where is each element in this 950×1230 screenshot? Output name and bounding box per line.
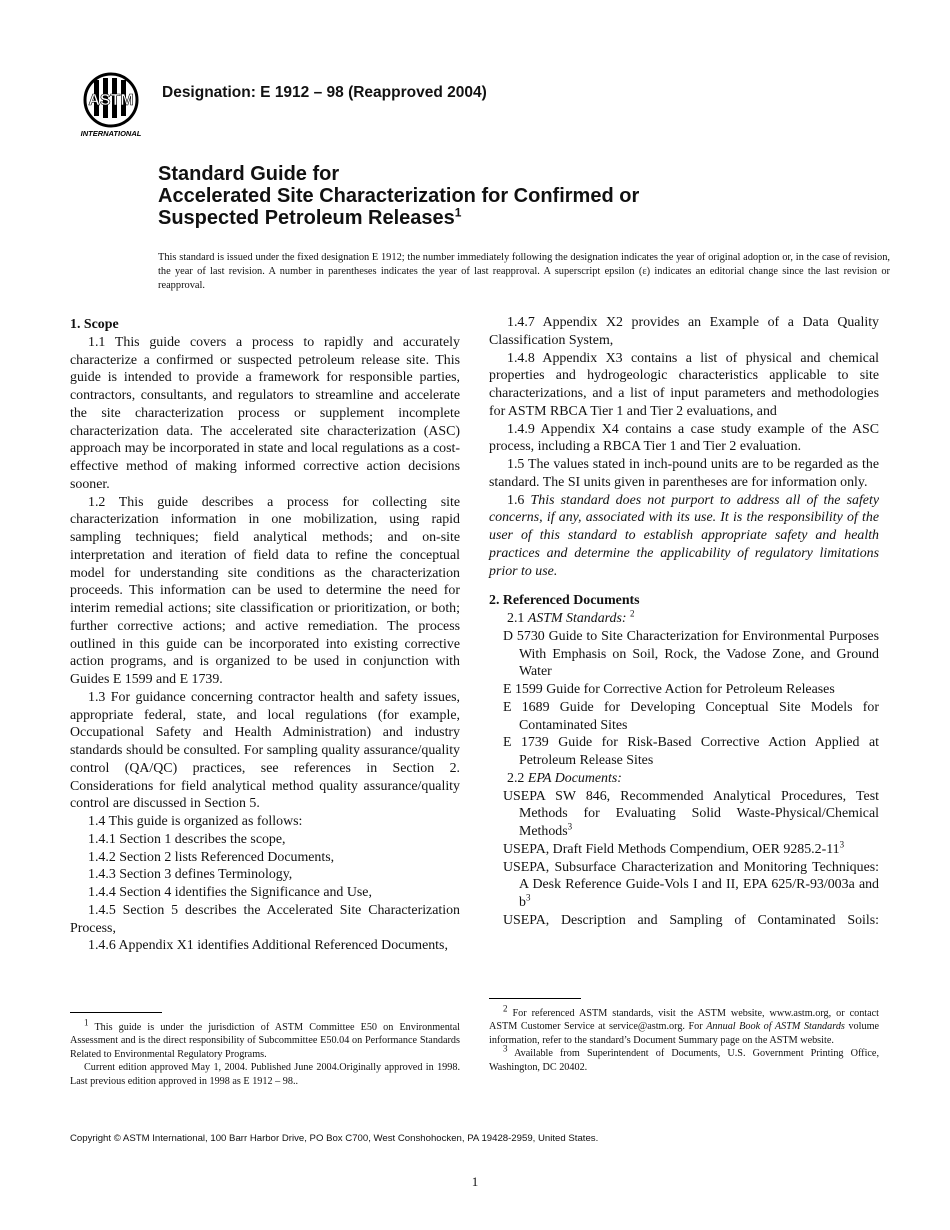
para-1-4-6: 1.4.6 Appendix X1 identifies Additional Referenced Documents, (88, 938, 448, 954)
para-2-1-number: 2.1 (507, 611, 525, 626)
para-2-2-label: EPA Documents: (527, 770, 622, 786)
document-title (158, 163, 898, 229)
para-1-6 (489, 492, 879, 581)
logo-text: ASTM (88, 92, 134, 109)
ref-e1599: E 1599 Guide for Corrective Action for Petroleum Releases (503, 682, 835, 697)
ref-sw846-text: USEPA SW 846, Recommended Analytical Procedures, Test Methods for Evaluating Solid Waste-Physical/Chemical Methods (503, 788, 879, 839)
footnote-3-text: Available from Superintendent of Documents, U.S. Government Printing Office, Washington, DC 20402. (489, 1048, 879, 1073)
footnote-2 (489, 1003, 880, 1047)
para-1-4-4: 1.4.4 Section 4 identifies the Significance and Use, (88, 885, 372, 900)
title-footnote-mark: 1 (454, 205, 462, 220)
para-1-4-7: 1.4.7 Appendix X2 provides an Example of a Data Quality Classification System, (489, 315, 879, 348)
footnote-2-italic: Annual Book of ASTM Standards (706, 1021, 845, 1033)
ref-field-methods-text: USEPA, Draft Field Methods Compendium, OER 9285.2-11 (503, 841, 840, 857)
footnote-1-mark: 1 (84, 1017, 89, 1028)
ref-e1739: E 1739 Guide for Risk-Based Corrective Action Applied at Petroleum Release Sites (503, 735, 879, 768)
para-1-5: 1.5 The values stated in inch-pound units are to be regarded as the standard. The SI units given in parentheses are for information only. (489, 457, 879, 490)
para-2-2-number: 2.2 (507, 770, 525, 786)
footnotes-left (70, 1017, 460, 1088)
footnote-3-mark: 3 (503, 1043, 508, 1054)
para-1-1: 1.1 This guide covers a process to rapidly and accurately characterize a confirmed or suspected petroleum release site. This guide is intended to provide a framework for responsible parties, contractors, consultants, and regulators to streamline and accelerate the site characterization process or supplement incomplete characterization data. The accelerated site characterization (ASC) approach may be incorporated in state and local regulations as a cost-effective method of making informed corrective action decisions sooner. (70, 334, 460, 492)
para-2-1-footnote-mark: 2 (630, 608, 635, 619)
para-1-2: 1.2 This guide describes a process for collecting site characterization information in one mobilization, using rapid sampling techniques; field analytical methods; and on-site interpretation and iteration of field data to refine the conceptual model for understanding site conditions as the characterization proceeds. This information can be used to determine the need for interim remedial actions; site classification or prioritization, or both; further corrective actions; and active remediation. The process outlined in this guide can be incorporated into existing corrective action programs, and is organized to be used in conjunction with Guides E 1599 and E 1739. (70, 494, 460, 687)
title-line-3: Suspected Petroleum Releases (158, 207, 455, 229)
footnote-2-mark: 2 (503, 1003, 508, 1014)
right-column (489, 314, 879, 930)
copyright-line: Copyright © ASTM International, 100 Barr Harbor Drive, PO Box C700, West Conshohocken, PA 19428-2959, United States. (70, 1133, 599, 1144)
para-1-6-number: 1.6 (507, 492, 525, 508)
para-2-2 (489, 770, 879, 788)
title-line-2: Accelerated Site Characterization for Confirmed or (158, 185, 640, 207)
section-2-heading: 2. Referenced Documents (489, 593, 640, 609)
para-1-4-2: 1.4.2 Section 2 lists Referenced Documents, (88, 849, 335, 865)
ref-d5730: D 5730 Guide to Site Characterization for Environmental Purposes With Emphasis on Soil, Rock, the Vadose Zone, and Ground Water (503, 628, 879, 680)
footnote-rule-left (70, 1012, 162, 1013)
para-2-1 (489, 610, 879, 628)
ref-contaminated-soils: USEPA, Description and Sampling of Contaminated Soils: (503, 912, 879, 928)
para-2-1-label: ASTM Standards: (527, 611, 627, 626)
ref-subsurface-text: USEPA, Subsurface Characterization and Monitoring Techniques: A Desk Reference Guide-Vols I and II, EPA 625/R-93/003a and b (503, 859, 879, 910)
title-line-1: Standard Guide for (158, 163, 340, 185)
para-1-3: 1.3 For guidance concerning contractor health and safety issues, appropriate federal, state, and local regulations (for example, Occupational Safety and Health Administration) and industry standards should be consulted. For sampling quality assurance/quality control (QA/QC) practices, see references in Section 2. Considerations for field analytical method quality assurance/quality control are discussed in Section 5. (70, 689, 460, 812)
para-1-4-8: 1.4.8 Appendix X3 contains a list of physical and chemical properties and hydrogeologic characteristics applicable to site characterizations, and a list of input parameters and methodologies for ASTM RBCA Tier 1 and Tier 2 evaluations, and (489, 350, 879, 419)
footnote-1-edition: Current edition approved May 1, 2004. Published June 2004.Originally approved in 1998. Last previous edition approved in 1998 as E 1912 – 98.. (70, 1062, 460, 1087)
issuance-notice: This standard is issued under the fixed designation E 1912; the number immediately following the designation indicates the year of original adoption or, in the case of revision, the year of last revision. A number in parentheses indicates the year of last reapproval. A superscript epsilon (ε) indicates an editorial change since the last revision or reapproval. (158, 252, 890, 291)
astm-logo (70, 70, 152, 140)
ref-sw846 (489, 788, 879, 841)
para-1-4-1: 1.4.1 Section 1 describes the scope, (88, 831, 286, 847)
footnote-3 (489, 1043, 879, 1074)
para-1-4-3: 1.4.3 Section 3 defines Terminology, (88, 867, 293, 883)
footnote-1 (70, 1017, 460, 1061)
footnote-2-text-a: For referenced ASTM standards, visit the ASTM website, www.astm.org, or contact ASTM Customer Service at service@astm.org. For (489, 1008, 879, 1033)
ref-subsurface (489, 859, 879, 912)
section-1-heading: 1. Scope (70, 317, 119, 332)
ref-subsurface-footnote-mark: 3 (525, 892, 531, 903)
page-number: 1 (471, 1174, 479, 1189)
para-1-4-9: 1.4.9 Appendix X4 contains a case study example of the ASC process, including a RBCA Tier 1 and Tier 2 evaluation. (489, 421, 879, 455)
footnote-rule-right (489, 998, 581, 999)
ref-field-methods-footnote-mark: 3 (839, 839, 845, 850)
logo-subtext: INTERNATIONAL (80, 129, 142, 138)
footnote-2-text-b: volume information, refer to the standard’s Document Summary page on the ASTM website. (489, 1021, 880, 1046)
footnotes-right (489, 1003, 880, 1074)
ref-sw846-footnote-mark: 3 (567, 821, 573, 832)
ref-e1689: E 1689 Guide for Developing Conceptual Site Models for Contaminated Sites (503, 699, 879, 733)
footnote-1-text: This guide is under the jurisdiction of ASTM Committee E50 on Environmental Assessment and is the direct responsibility of Subcommittee E50.04 on Performance Standards Related to Environmental Regulatory Programs. (70, 1022, 460, 1060)
left-column (70, 314, 460, 955)
para-1-4-5: 1.4.5 Section 5 describes the Accelerated Site Characterization Process, (70, 902, 460, 936)
para-1-6-text: This standard does not purport to address all of the safety concerns, if any, associated with its use. It is the responsibility of the user of this standard to establish appropriate safety and health practices and determine the applicability of regulatory limitations prior to use. (489, 492, 879, 579)
para-1-4: 1.4 This guide is organized as follows: (88, 814, 303, 829)
designation: Designation: E 1912 – 98 (Reapproved 2004) (162, 84, 487, 101)
ref-field-methods (489, 841, 879, 859)
